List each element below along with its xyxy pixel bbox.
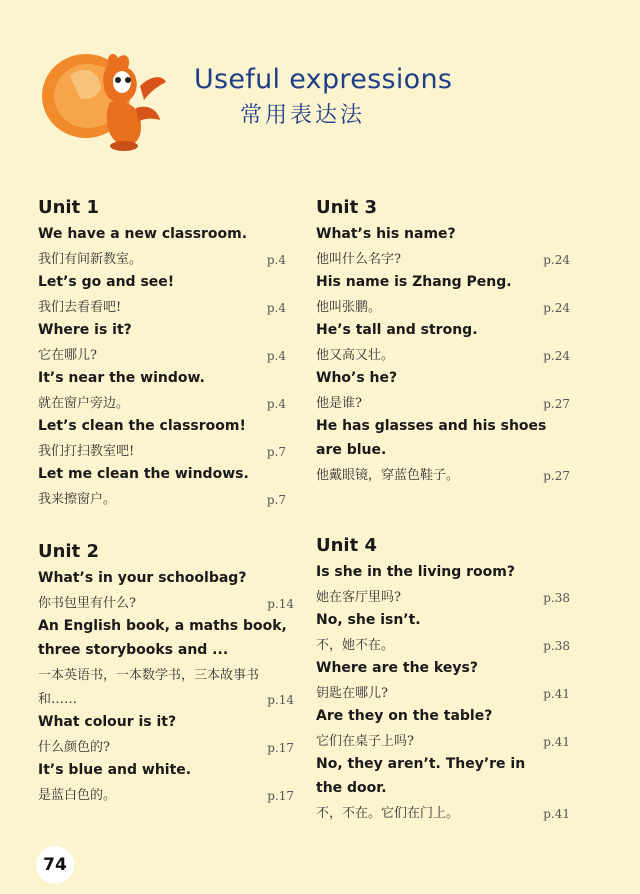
page-title-english: Useful expressions (194, 64, 453, 95)
english-expression: An English book, a maths book, (38, 618, 287, 634)
page-reference: p.4 (266, 301, 286, 315)
unit-title: Unit 1 (38, 197, 99, 218)
expression-entry (38, 222, 286, 270)
english-expression: Where is it? (38, 322, 132, 338)
expression-entry (38, 614, 294, 710)
english-expression: Let’s clean the classroom! (38, 418, 246, 434)
chinese-translation: 我来擦窗户。 (38, 492, 117, 507)
chinese-translation: 不，不在。它们在门上。 (316, 806, 460, 821)
unit-title: Unit 2 (38, 541, 99, 562)
chinese-translation: 就在窗户旁边。 (38, 396, 130, 411)
page-number: 74 (36, 846, 74, 884)
expression-entry (316, 318, 570, 366)
english-expression-continued: the door. (316, 780, 387, 796)
expression-entry (316, 366, 570, 414)
english-expression: Where are the keys? (316, 660, 478, 676)
english-expression: We have a new classroom. (38, 226, 248, 242)
page-reference: p.7 (266, 493, 286, 507)
english-expression: Is she in the living room? (316, 564, 515, 580)
page-reference: p.41 (543, 735, 570, 749)
expression-entry (316, 608, 570, 656)
chinese-translation: 他戴眼镜，穿蓝色鞋子。 (316, 468, 460, 483)
unit-4-section (316, 534, 570, 824)
page-reference: p.24 (543, 349, 570, 363)
expression-entry (38, 366, 286, 414)
chinese-translation: 他叫什么名字? (316, 252, 401, 267)
page-reference: p.17 (267, 789, 294, 803)
page-reference: p.27 (543, 397, 570, 411)
squirrel-illustration (40, 46, 170, 154)
page-reference: p.38 (543, 591, 570, 605)
chinese-translation: 你书包里有什么? (38, 596, 136, 611)
expression-entry (38, 462, 286, 510)
page-reference: p.4 (266, 397, 286, 411)
chinese-translation: 我们去看看吧! (38, 300, 122, 315)
english-expression-continued: three storybooks and ... (38, 642, 229, 658)
expression-entry (316, 414, 570, 486)
page-reference: p.4 (266, 253, 286, 267)
expression-entry (316, 560, 570, 608)
english-expression: Let’s go and see! (38, 274, 175, 290)
page-reference: p.14 (267, 597, 294, 611)
english-expression: He has glasses and his shoes (316, 418, 547, 434)
unit-2-section (38, 540, 294, 806)
expression-entry (38, 710, 294, 758)
chinese-translation-continued: 和…… (38, 692, 78, 707)
page-reference: p.41 (543, 687, 570, 701)
english-expression: It’s near the window. (38, 370, 205, 386)
unit-1-section (38, 196, 286, 510)
unit-title: Unit 3 (316, 197, 377, 218)
english-expression: Are they on the table? (316, 708, 493, 724)
expression-entry (38, 566, 294, 614)
expression-entry (316, 222, 570, 270)
chinese-translation: 他又高又壮。 (316, 348, 395, 363)
page-reference: p.24 (543, 301, 570, 315)
chinese-translation: 他叫张鹏。 (316, 300, 382, 315)
english-expression: His name is Zhang Peng. (316, 274, 512, 290)
english-expression: Let me clean the windows. (38, 466, 249, 482)
expression-entry (38, 270, 286, 318)
expression-entry (316, 656, 570, 704)
page-title-chinese: 常用表达法 (240, 103, 366, 128)
english-expression: Who’s he? (316, 370, 398, 386)
english-expression-continued: are blue. (316, 442, 387, 458)
unit-title: Unit 4 (316, 535, 377, 556)
page-reference: p.27 (543, 469, 570, 483)
page-reference: p.4 (266, 349, 286, 363)
page-reference: p.14 (267, 693, 294, 707)
expression-entry (316, 270, 570, 318)
english-expression: What’s his name? (316, 226, 456, 242)
english-expression: What colour is it? (38, 714, 177, 730)
chinese-translation: 它在哪儿? (38, 348, 97, 363)
expression-entry (38, 758, 294, 806)
chinese-translation: 我们有间新教室。 (38, 252, 143, 267)
chinese-translation: 什么颜色的? (38, 740, 110, 755)
chinese-translation: 不，她不在。 (316, 638, 395, 653)
chinese-translation: 他是谁? (316, 396, 362, 411)
page-reference: p.38 (543, 639, 570, 653)
chinese-translation: 她在客厅里吗? (316, 590, 401, 605)
expression-entry (316, 704, 570, 752)
page-reference: p.41 (543, 807, 570, 821)
chinese-translation: 一本英语书，一本数学书，三本故事书 (38, 668, 260, 683)
english-expression: What’s in your schoolbag? (38, 570, 247, 586)
english-expression: He’s tall and strong. (316, 322, 478, 338)
page-reference: p.7 (266, 445, 286, 459)
chinese-translation: 钥匙在哪儿? (316, 686, 388, 701)
english-expression: No, she isn’t. (316, 612, 421, 628)
unit-3-section (316, 196, 570, 486)
page-reference: p.17 (267, 741, 294, 755)
page-reference: p.24 (543, 253, 570, 267)
chinese-translation: 是蓝白色的。 (38, 788, 117, 803)
expression-entry (38, 318, 286, 366)
chinese-translation: 我们打扫教室吧! (38, 444, 135, 459)
chinese-translation: 它们在桌子上吗? (316, 734, 414, 749)
expression-entry (38, 414, 286, 462)
english-expression: No, they aren’t. They’re in (316, 756, 526, 772)
english-expression: It’s blue and white. (38, 762, 192, 778)
expression-entry (316, 752, 570, 824)
